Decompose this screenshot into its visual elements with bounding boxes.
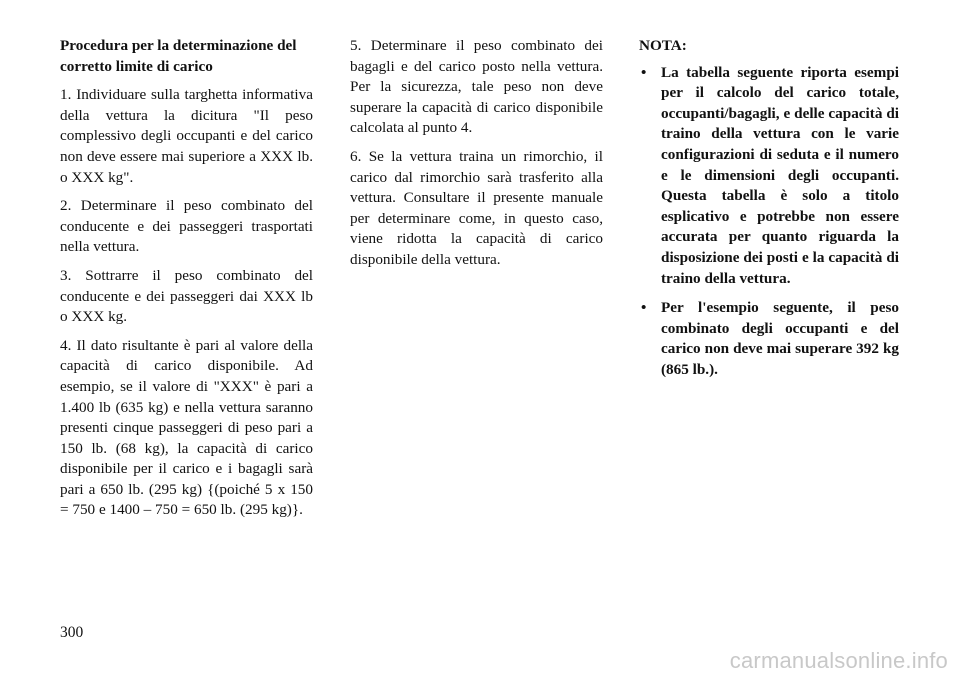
bullet-icon: •: [641, 63, 647, 81]
step-2-paragraph: 2. Determinare il peso combinato del conducente e dei passeggeri trasportati nella vettura.: [60, 197, 313, 256]
bullet-icon: •: [641, 299, 647, 317]
note-text: Per l'esempio seguente, il peso combinato degli occupanti e del carico non deve mai superare 392 kg (865 lb.).: [661, 299, 899, 378]
step-3-paragraph: 3. Sottrarre il peso combinato del conducente e dei passeggeri dai XXX lb o XXX kg.: [60, 266, 313, 326]
section-heading: Procedura per la determinazione del corretto limite di carico: [60, 37, 297, 75]
column-1: [60, 36, 313, 529]
watermark: carmanualsonline.info: [729, 648, 948, 673]
step-5-paragraph: 5. Determinare il peso combinato dei bagagli e del carico posto nella vettura. Per la sicurezza, tale peso non deve superare la capacità di carico disponibile calcolata al punto 4.: [350, 37, 603, 137]
page-number: 300: [60, 624, 84, 641]
step-6-paragraph: 6. Se la vettura traina un rimorchio, il carico dal rimorchio sarà trasferito alla vettura. Consultare il presente manuale per determinare come, in questo caso, viene ridotta la capacità di carico disponibile della vettura.: [350, 147, 603, 268]
note-item: [639, 298, 899, 380]
note-item: [639, 63, 899, 290]
nota-label: NOTA:: [639, 37, 687, 54]
step-1-paragraph: 1. Individuare sulla targhetta informativa della vettura la dicitura "Il peso complessivo degli occupanti e del carico non deve essere mai superiore a XXX lb. o XXX kg".: [60, 86, 313, 186]
notes-list: [639, 63, 899, 381]
note-text: La tabella seguente riporta esempi per il calcolo del carico totale, occupanti/bagagli, e delle capacità di traino della vettura con le varie configurazioni di seduta e il numero e le dimensioni degli occupanti. Questa tabella è solo a titolo esplicativo e potrebbe non essere accurata per quanto riguarda la disposizione dei posti e la capacità di traino della vettura.: [661, 63, 899, 287]
column-2: [350, 36, 603, 279]
step-4-paragraph: 4. Il dato risultante è pari al valore della capacità di carico disponibile. Ad esempio, se il valore di "XXX" è pari a 1.400 lb (635 kg) e nella vettura saranno presenti cinque passeggeri di peso pari a 150 lb. (68 kg), la capacità di carico disponibile per il carico e i bagagli sarà pari a 650 lb. (295 kg) {(poiché 5 x 150 = 750 e 1400 – 750 = 650 lb. (295 kg)}.: [60, 336, 313, 519]
column-3: [639, 36, 899, 390]
